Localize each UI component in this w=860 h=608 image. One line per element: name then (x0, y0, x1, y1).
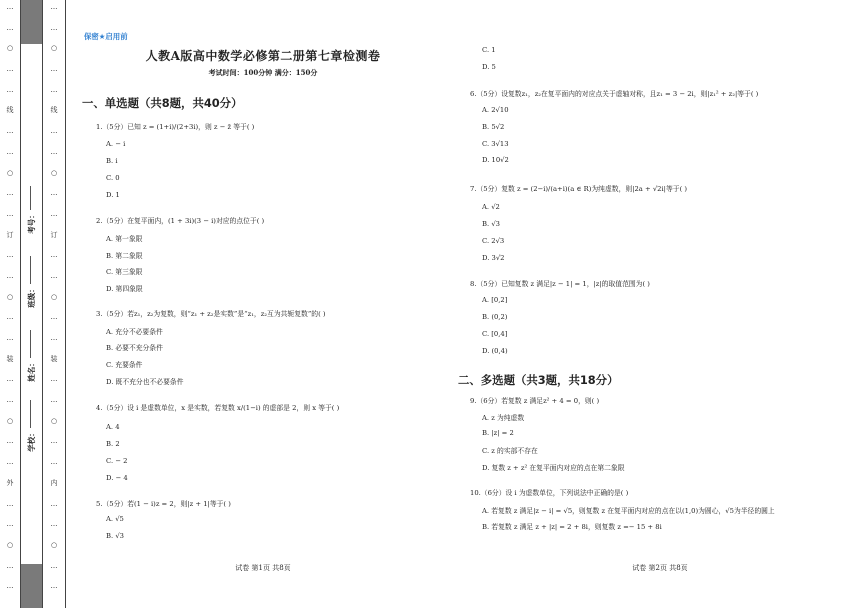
seal-mark: 内 (50, 478, 58, 487)
seal-mark: … (50, 3, 58, 11)
seal-mark: … (6, 396, 14, 405)
question-5: 5.（5分）若(1 − i)z = 2，则|z + 1|等于( ) (96, 500, 231, 508)
seal-mark: … (50, 396, 58, 405)
question-2: 2.（5分）在复平面内，(1 + 3i)(3 − i)对应的点位于( ) (96, 217, 265, 225)
question-8: 8.（5分）已知复数 z 满足|z − 1| = 1，|z|的取值范围为( ) (470, 280, 650, 288)
option: C. 2√3 (482, 237, 505, 245)
seal-mark: ○ (50, 292, 58, 301)
seal-mark: … (6, 458, 14, 467)
seal-mark: … (50, 437, 58, 446)
option: C. 第三象限 (106, 268, 143, 276)
seal-mark: … (6, 582, 14, 591)
seal-mark: … (50, 23, 58, 32)
seal-mark: 线 (50, 106, 58, 115)
option: B. 若复数 z 满足 z + |z| = 2 + 8i，则复数 z =− 15 + 8i (482, 523, 662, 531)
seal-mark: 订 (50, 230, 58, 239)
field-class: 班级： (21, 286, 41, 306)
option: B. √3 (482, 220, 500, 228)
option: C. 3√13 (482, 140, 509, 148)
seal-mark: … (50, 85, 58, 94)
question-7: 7.（5分）复数 z = (2−i)/(a+i)(a ∈ R)为纯虚数，则|2a + √2i|等于( ) (470, 185, 688, 193)
question-1: 1.（5分）已知 z = (1+i)/(2+3i)，则 z − z̄ 等于( ) (96, 123, 255, 131)
option: D. 既不充分也不必要条件 (106, 378, 184, 386)
seal-mark: ○ (6, 540, 14, 549)
seal-mark: … (6, 23, 14, 32)
seal-mark: … (50, 251, 58, 260)
option: D. 5 (482, 63, 496, 71)
option: B. 必要不充分条件 (106, 344, 163, 352)
seal-mark: … (6, 209, 14, 218)
option: D. − 4 (106, 474, 128, 482)
seal-mark: … (50, 375, 58, 384)
confidential-label: 保密★启用前 (84, 32, 128, 41)
seal-mark: … (50, 271, 58, 280)
option: A. √2 (482, 203, 500, 211)
option: B. |z| = 2 (482, 429, 514, 437)
seal-mark: … (6, 561, 14, 570)
option: A. 2√10 (482, 106, 509, 114)
question-9: 9.（6分）若复数 z 满足z² + 4 = 0，则( ) (470, 397, 600, 405)
option: C. − 2 (106, 457, 128, 465)
exam-info: 考试时间：100分钟 满分：150分 (208, 68, 318, 77)
seal-mark: ○ (50, 416, 58, 425)
seal-mark: … (50, 334, 58, 343)
seal-mark: ○ (6, 44, 14, 53)
seal-mark: 订 (6, 230, 14, 239)
seal-mark: … (6, 520, 14, 529)
seal-mark: 装 (50, 354, 58, 363)
seal-mark: … (6, 189, 14, 198)
seal-mark: 外 (6, 478, 14, 487)
seal-mark: … (50, 458, 58, 467)
option: B. √3 (106, 532, 124, 540)
field-exam-number: 考号： (21, 212, 41, 232)
seal-mark: … (50, 189, 58, 198)
seal-mark: ○ (6, 416, 14, 425)
question-6: 6.（5分）设复数z₁，z₂在复平面内的对应点关于虚轴对称，且z₁ = 3 − 2i，则|z₁² + z₂|等于( ) (470, 90, 759, 98)
option: A. 充分不必要条件 (106, 328, 163, 336)
page-footer: 试卷 第1页 共8页 (235, 564, 291, 572)
section-multiple-choice: 二、多选题（共3题，共18分） (458, 373, 619, 387)
page-footer: 试卷 第2页 共8页 (632, 564, 688, 572)
seal-mark: ○ (50, 540, 58, 549)
question-4: 4.（5分）设 i 是虚数单位，x 是实数，若复数 x/(1−i) 的虚部是 2，则 x 等于( ) (96, 404, 340, 412)
outer-seal-marks (1, 0, 19, 608)
seal-mark: ○ (6, 168, 14, 177)
seal-mark: … (6, 334, 14, 343)
option: B. (0,2) (482, 313, 508, 321)
seal-mark: … (6, 85, 14, 94)
option: A. − i (106, 140, 126, 148)
question-10: 10.（6分）设 i 为虚数单位，下列说法中正确的是( ) (470, 489, 629, 497)
option: D. (0,4) (482, 347, 508, 355)
option: C. 充要条件 (106, 361, 143, 369)
seal-mark: … (50, 147, 58, 156)
seal-mark: … (6, 313, 14, 322)
seal-mark: … (6, 437, 14, 446)
option: B. 2 (106, 440, 120, 448)
option: D. 1 (106, 191, 120, 199)
option: B. 5√2 (482, 123, 505, 131)
page-title: 人教A版高中数学必修第二册第七章检测卷 (145, 49, 381, 63)
inner-seal-marks (45, 0, 63, 608)
question-3: 3.（5分）若z₁，z₂为复数，则“z₁ + z₂是实数”是“z₁，z₂互为共轭复数”的( ) (96, 310, 326, 318)
seal-mark: … (6, 147, 14, 156)
seal-mark: … (6, 127, 14, 136)
option: D. 第四象限 (106, 285, 143, 293)
seal-mark: 装 (6, 354, 14, 363)
option: C. [0,4] (482, 330, 508, 338)
seal-mark: … (50, 561, 58, 570)
seal-mark: … (6, 251, 14, 260)
option: C. 0 (106, 174, 120, 182)
seal-mark: … (50, 582, 58, 591)
seal-mark: ○ (6, 292, 14, 301)
seal-mark: … (50, 313, 58, 322)
seal-mark: ○ (50, 168, 58, 177)
seal-mark: … (6, 3, 14, 11)
option: B. i (106, 157, 118, 165)
option: D. 3√2 (482, 254, 505, 262)
seal-mark: … (50, 209, 58, 218)
field-name: 姓名： (21, 360, 41, 380)
binding-strip (0, 0, 66, 608)
option: C. z 的实部不存在 (482, 447, 538, 455)
seal-mark: … (50, 127, 58, 136)
option: A. √5 (106, 515, 124, 523)
option: B. 第二象限 (106, 252, 143, 260)
field-school: 学校： (21, 430, 41, 450)
seal-mark: … (6, 65, 14, 74)
seal-mark: … (50, 499, 58, 508)
option: C. 1 (482, 46, 496, 54)
option: A. [0,2] (482, 296, 508, 304)
option: D. 复数 z + z² 在复平面内对应的点在第二象限 (482, 464, 625, 472)
option: A. 第一象限 (106, 235, 143, 243)
seal-mark: … (50, 520, 58, 529)
binding-band-bottom (20, 564, 42, 608)
seal-mark: … (6, 375, 14, 384)
seal-mark: ○ (50, 44, 58, 53)
option: A. z 为纯虚数 (482, 414, 525, 422)
section-single-choice: 一、单选题（共8题，共40分） (82, 96, 243, 110)
option: A. 若复数 z 满足|z − i| = √5，则复数 z 在复平面内对应的点在以(1,0)为圆心，√5为半径的圆上 (482, 507, 775, 515)
seal-mark: 线 (6, 106, 14, 115)
binding-band-top (20, 0, 42, 44)
seal-mark: … (6, 499, 14, 508)
seal-mark: … (50, 65, 58, 74)
option: D. 10√2 (482, 156, 509, 164)
option: A. 4 (106, 423, 120, 431)
seal-mark: … (6, 271, 14, 280)
